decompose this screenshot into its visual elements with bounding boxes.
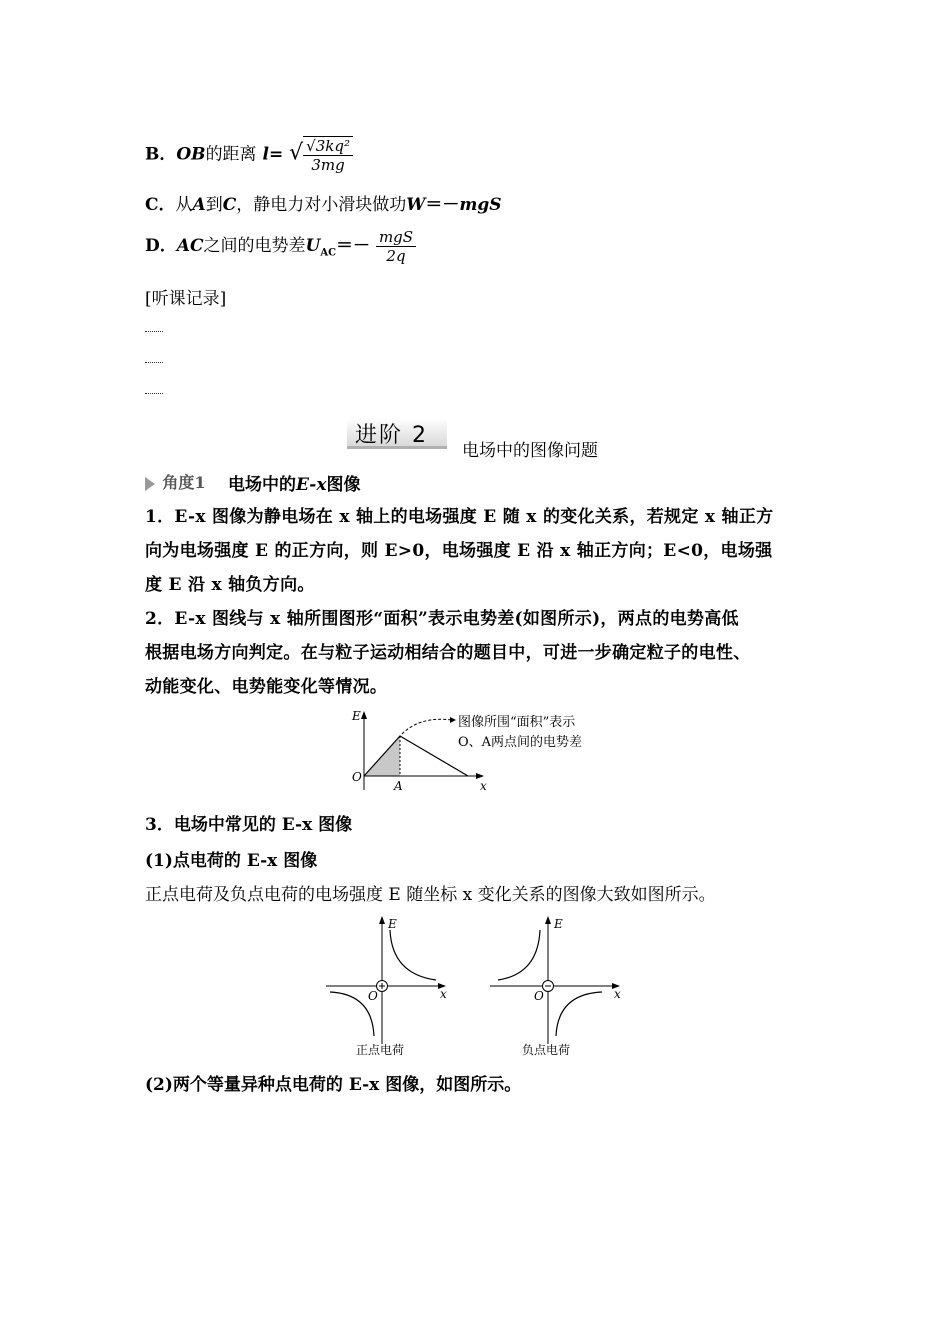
section-3-heading: 3．电场中常见的 E-x 图像: [145, 815, 353, 835]
option-d: D．AC之间的电势差$U_{AC}=-$ $\frac{\text{mgS}}{2q}$: [145, 228, 416, 265]
note-line: [145, 393, 163, 394]
axis-label-e: E: [352, 709, 361, 723]
origin-label: O: [352, 770, 362, 784]
section-tag: 进阶 2: [355, 423, 428, 448]
pointer-line: [402, 719, 452, 734]
axis-label-x: x: [440, 987, 447, 1001]
pointer-arrow-icon: [450, 717, 456, 723]
paragraph-2: 2．E-x 图线与 x 轴所围图形“面积”表示电势差(如图所示)，两点的电势高低 根据电场方向判定。在与粒子运动相结合的题目中，可进一步确定粒子的电性、 动能变化、电势能变化等情况。: [145, 609, 751, 697]
annotation-line-1: 图像所围“面积”表示: [458, 715, 576, 730]
axis-label-e: E: [388, 917, 397, 931]
annotation-line-2: O、A两点间的电势差: [458, 735, 583, 750]
e-axis-arrow-icon: [545, 916, 551, 924]
negative-curve-left: [498, 930, 540, 980]
axis-label-e: E: [554, 917, 563, 931]
caption-negative: 负点电荷: [522, 1043, 571, 1057]
option-b: B．OB的距离 l= √ $\frac{\text{√3kq²}}{3mg}$: [145, 136, 353, 174]
section-title: 电场中的图像问题: [462, 441, 598, 461]
fraction: $\frac{\text{mgS}}{2q}$: [376, 228, 416, 265]
paragraph-1: 1．E-x 图像为静电场在 x 轴上的电场强度 E 随 x 的变化关系，若规定 x 轴正方 向为电场强度 E 的正方向，则 E>0，电场强度 E 沿 x 轴正方向；E<0，电场强 度 E 沿 x 轴负方向。: [145, 507, 774, 595]
axis-label-x: x: [614, 987, 621, 1001]
notes-label: [听课记录]: [145, 289, 227, 309]
note-line: [145, 362, 163, 363]
note-line: [145, 331, 163, 332]
angle-header: [145, 470, 206, 493]
point-charge-figure: [318, 912, 638, 1062]
point-a-label: A: [394, 779, 403, 793]
origin-label: O: [368, 989, 378, 1003]
caption-positive: 正点电荷: [356, 1043, 405, 1057]
section-3-sub-2: (2)两个等量异种点电荷的 E-x 图像，如图所示。: [145, 1075, 522, 1095]
option-c: C．从A到C，静电力对小滑块做功W＝－mgS: [145, 195, 502, 215]
negative-curve-right: [556, 992, 602, 1036]
origin-label: O: [534, 989, 544, 1003]
section-3-text: 正点电荷及负点电荷的电场强度 E 随坐标 x 变化关系的图像大致如图所示。: [145, 885, 716, 905]
negative-charge-plot: [490, 916, 621, 1057]
e-axis-arrow-icon: [361, 711, 367, 719]
section-3-sub-1: (1)点电荷的 E-x 图像: [145, 851, 318, 871]
positive-charge-plot: [326, 916, 447, 1057]
fraction: $\frac{\text{√3kq²}}{3mg}$: [303, 136, 353, 174]
option-letter: B: [145, 144, 160, 165]
angle-label: 角度1: [162, 473, 206, 492]
triangle-icon: [145, 476, 157, 492]
e-axis-arrow-icon: [379, 916, 385, 924]
axis-label-x: x: [480, 779, 487, 793]
positive-curve-right: [390, 930, 436, 980]
angle-title: 电场中的E-x图像: [228, 475, 361, 495]
ex-area-figure: [340, 708, 620, 798]
